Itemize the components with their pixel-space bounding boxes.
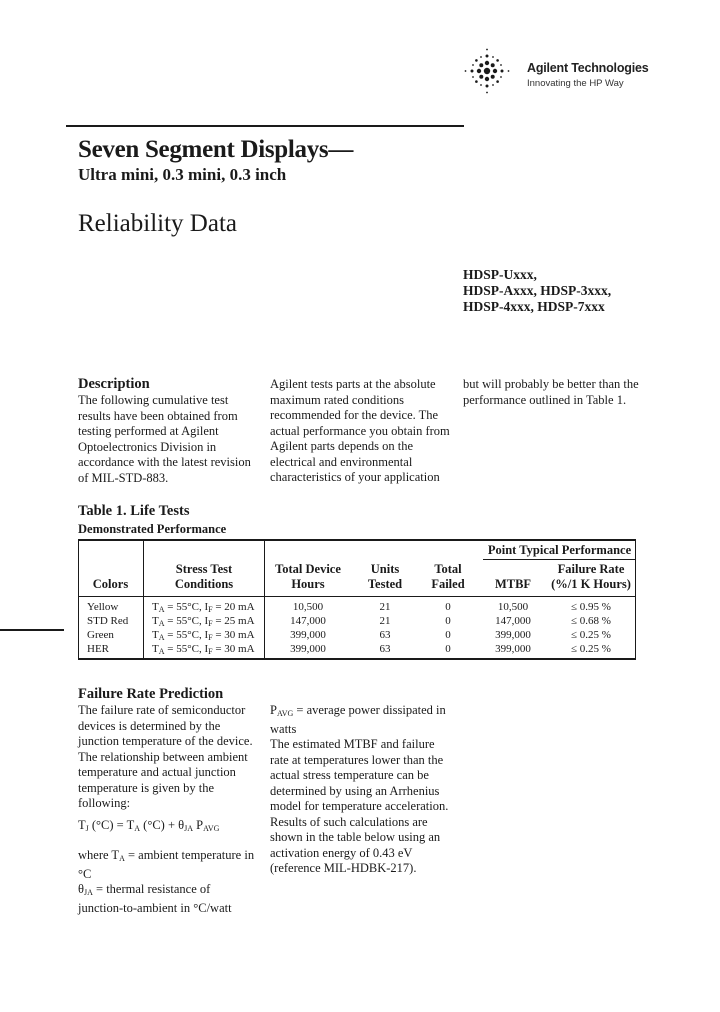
cell-subscript: F (208, 647, 213, 656)
definition-subscript: A (119, 854, 125, 863)
definition-ta (78, 848, 256, 882)
arrhenius-paragraph: The estimated MTBF and failure rate at temperatures lower than the actual stress temperature can be determined by using an Arrhenius model for temperature acceleration. Results of such calculations are shown in the table below using an activation energy of 0.43 eV (reference MIL-HDBK-217). (270, 737, 449, 875)
formula-subscript: A (134, 824, 141, 833)
cell-text: = 55°C, I (164, 629, 209, 641)
cell-subscript: A (158, 647, 165, 656)
table-group-header: Point Typical Performance (487, 543, 632, 557)
formula-subscript: JA (184, 824, 194, 833)
life-tests-table (78, 539, 636, 659)
definition-text: = ambient temperature in °C (78, 848, 255, 881)
table-cell-mtbf: 10,500 (497, 601, 529, 613)
part-numbers (463, 267, 611, 315)
page-subtitle: Ultra mini, 0.3 mini, 0.3 inch (78, 165, 287, 184)
cell-text: = 30 mA (212, 629, 255, 641)
column-header-stress (144, 562, 264, 592)
column-header-hours (265, 562, 351, 592)
header-line: Failed (431, 577, 465, 591)
header-line: Conditions (174, 577, 234, 591)
table-border (78, 539, 79, 659)
cell-subscript: F (208, 605, 213, 614)
cell-subscript: F (208, 619, 213, 628)
formula-part: (°C) + θ (140, 818, 185, 832)
formula-part: (°C) = T (88, 818, 135, 832)
header-line: Total (434, 562, 462, 576)
column-header-units (356, 562, 414, 592)
column-header-colors: Colors (92, 577, 129, 591)
table-subtitle: Demonstrated Performance (78, 522, 227, 536)
table-cell-color: STD Red (87, 615, 129, 627)
cell-text: T (152, 601, 159, 613)
definition-text: = average power dissipated in watts (270, 703, 446, 736)
description-heading: Description (78, 376, 150, 392)
table-cell-mtbf: 399,000 (495, 629, 531, 641)
table-title: Table 1. Life Tests (78, 503, 190, 519)
formula-subscript: J (85, 824, 89, 833)
brand-name: Agilent Technologies (527, 61, 649, 75)
table-border (78, 539, 636, 541)
cell-subscript: A (158, 633, 165, 642)
cell-text: T (152, 629, 159, 641)
table-cell-failed: 0 (445, 615, 451, 627)
cell-subscript: A (158, 605, 165, 614)
brand-tagline: Innovating the HP Way (527, 78, 624, 89)
part-number-line: HDSP-Uxxx, (463, 267, 537, 282)
cell-text: = 30 mA (212, 643, 255, 655)
header-line: Tested (367, 577, 403, 591)
table-cell-failed: 0 (445, 601, 451, 613)
table-cell-rate: ≤ 0.95 % (571, 601, 611, 613)
formula-part: T (78, 818, 86, 832)
definition-text: = thermal resistance of junction-to-ambient in °C/watt (78, 882, 232, 915)
table-cell-mtbf: 147,000 (495, 615, 531, 627)
formula-subscript: AVG (203, 824, 220, 833)
margin-rule (0, 629, 64, 631)
table-border (483, 559, 636, 560)
agilent-spark-logo (462, 46, 512, 96)
table-cell-units: 21 (379, 601, 391, 613)
header-line: (%/1 K Hours) (551, 577, 631, 591)
document-type: Reliability Data (78, 210, 237, 237)
column-header-mtbf: MTBF (494, 577, 532, 591)
table-cell-color: Green (87, 629, 114, 641)
table-cell-stress (152, 642, 264, 659)
table-border (143, 539, 144, 659)
description-paragraph: Agilent tests parts at the absolute maximum rated conditions recommended for the device. The actual performance you obtain from Agilent parts depends on the electrical and environmental characteristics of your application (270, 377, 450, 484)
definition-subscript: JA (84, 888, 93, 897)
definition-text: where T (78, 848, 120, 862)
column-header-failed (418, 562, 478, 592)
failure-rate-heading: Failure Rate Prediction (78, 686, 224, 702)
cell-text: = 20 mA (212, 601, 255, 613)
table-cell-failed: 0 (445, 643, 451, 655)
cell-text: T (152, 615, 159, 627)
table-cell-rate: ≤ 0.68 % (571, 615, 611, 627)
header-line: Hours (291, 577, 325, 591)
definition-text: P (270, 703, 277, 717)
cell-subscript: A (158, 619, 165, 628)
part-number-line: HDSP-Axxx, HDSP-3xxx, (463, 283, 612, 298)
table-cell-hours: 147,000 (290, 615, 326, 627)
table-cell-units: 63 (379, 629, 391, 641)
definition-theta (78, 882, 256, 916)
cell-text: T (152, 643, 159, 655)
cell-subscript: F (208, 633, 213, 642)
table-cell-hours: 10,500 (292, 601, 324, 613)
description-paragraph: The following cumulative test results have been obtained from testing performed at Agilent Optoelectronics Division in accordance with the latest revision of MIL-STD-883. (78, 393, 251, 485)
definition-text: θ (78, 882, 84, 896)
description-paragraph: but will probably be better than the performance outlined in Table 1. (463, 377, 639, 407)
cell-text: = 55°C, I (164, 615, 209, 627)
page-title: Seven Segment Displays— (78, 136, 354, 163)
table-cell-units: 63 (379, 643, 391, 655)
title-rule (66, 125, 464, 127)
table-cell-failed: 0 (445, 629, 451, 641)
definition-subscript: AVG (276, 709, 294, 718)
header-line: Stress Test (175, 562, 233, 576)
failure-rate-paragraph: The failure rate of semiconductor devices is determined by the junction temperature of the device. The relationship between ambient temperature and actual junction temperature is given by the following: (78, 703, 253, 810)
table-cell-rate: ≤ 0.25 % (571, 643, 611, 655)
table-cell-hours: 399,000 (290, 643, 326, 655)
table-cell-units: 21 (379, 615, 391, 627)
definition-pavg (270, 703, 452, 737)
table-border (78, 596, 636, 597)
table-cell-hours: 399,000 (290, 629, 326, 641)
table-cell-rate: ≤ 0.25 % (571, 629, 611, 641)
column-header-failure-rate (546, 562, 636, 592)
cell-text: = 25 mA (212, 615, 255, 627)
cell-text: = 55°C, I (164, 601, 209, 613)
header-line: Failure Rate (557, 562, 625, 576)
header-line: Units (370, 562, 400, 576)
formula-part: P (193, 818, 204, 832)
part-number-line: HDSP-4xxx, HDSP-7xxx (463, 299, 605, 314)
table-cell-mtbf: 399,000 (495, 643, 531, 655)
cell-text: = 55°C, I (164, 643, 209, 655)
junction-temperature-formula (78, 818, 219, 833)
table-cell-color: HER (87, 643, 109, 655)
header-line: Total Device (275, 562, 341, 576)
table-cell-color: Yellow (87, 601, 119, 613)
